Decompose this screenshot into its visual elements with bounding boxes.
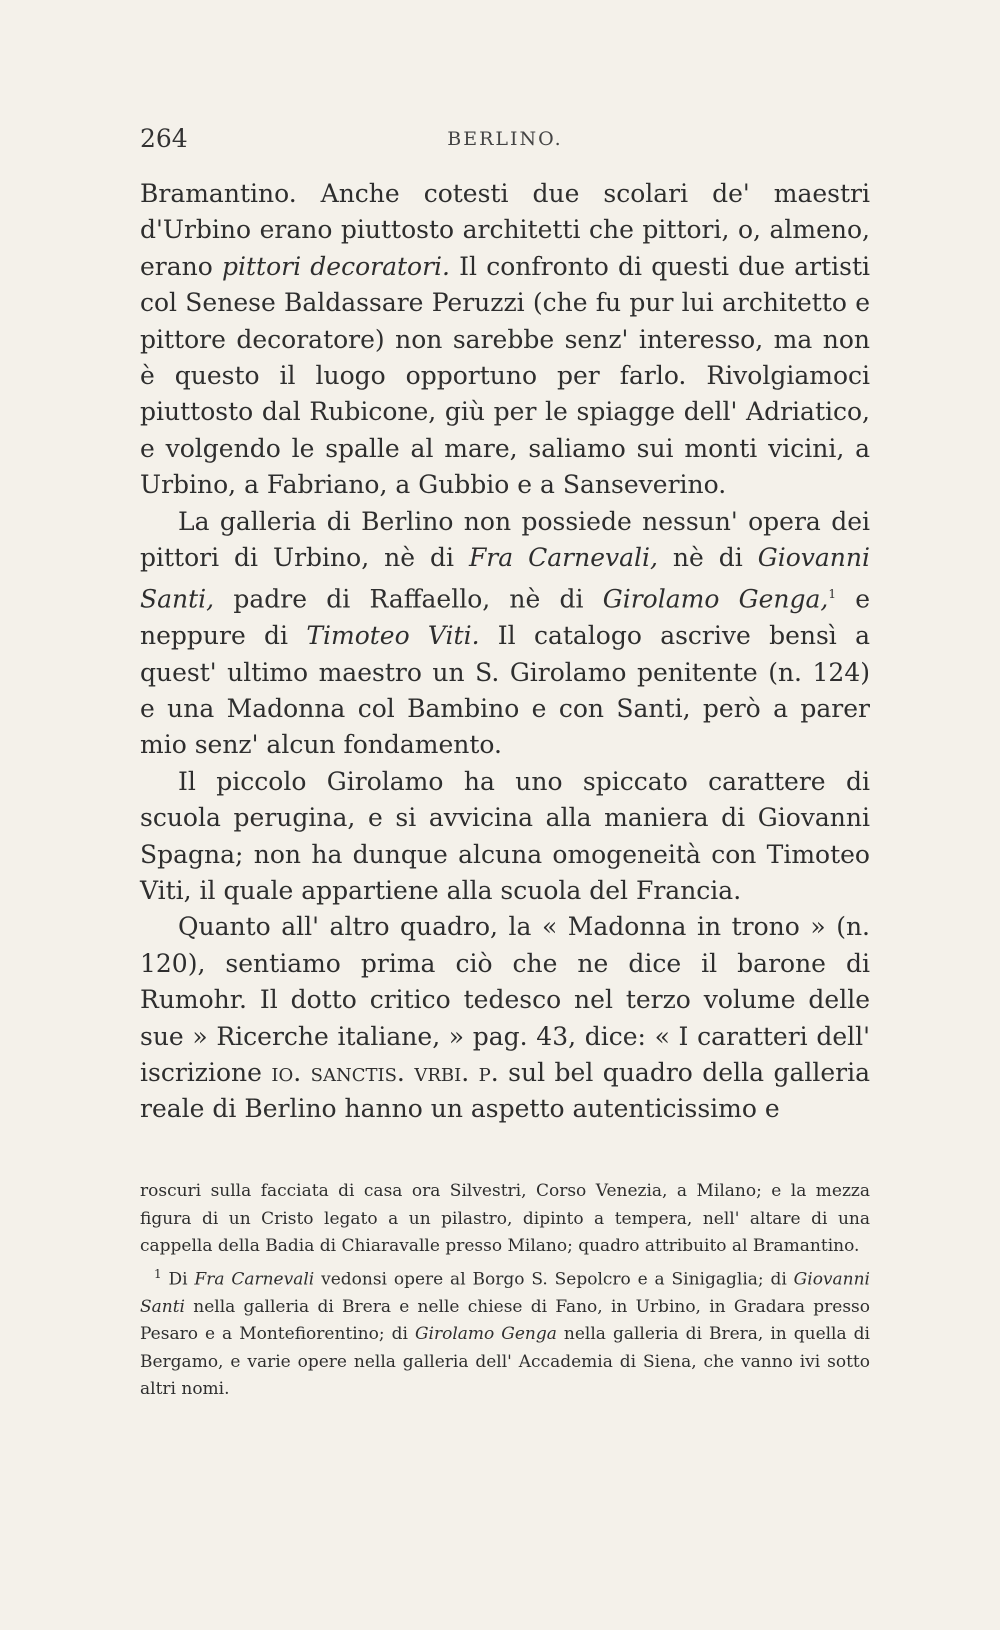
page-number: 264: [140, 124, 188, 153]
main-text: [140, 176, 870, 1128]
footnote-ref-1: 1: [828, 587, 836, 602]
footnotes: [140, 1178, 870, 1404]
paragraph-4: Quanto all' altro quadro, la « Madonna in trono » (n. 120), sentiamo prima ciò che ne dice il barone di Rumohr. Il dotto critico tedesco nel terzo volume delle sue » Ricerche italiane, » pag. 43, dice: « I caratteri dell' iscrizione io. sanctis. vrbi. p. sul bel quadro della galleria reale di Berlino hanno un aspetto autenticissimo e: [140, 912, 870, 1124]
page-header: [140, 124, 870, 164]
footnote-continuation: roscuri sulla facciata di casa ora Silvestri, Corso Venezia, a Milano; e la mezza figura di un Cristo legato a un pilastro, dipinto a tempera, nell' altare di una cappella della Badia di Chiaravalle presso Milano; quadro attribuito al Bramantino.: [140, 1181, 870, 1256]
paragraph-2: La galleria di Berlino non possiede nessun' opera dei pittori di Urbino, nè di Fra Carnevali, nè di Giovanni Santi, padre di Raffaello, nè di Girolamo Genga,$^1$ e neppure di Timoteo Viti. Il catalogo ascrive bensì a quest' ultimo maestro un S. Girolamo penitente (n. 124) e una Madonna col Bambino e con Santi, però a parer mio senz' alcun fondamento.: [140, 506, 871, 760]
paragraph-3: Il piccolo Girolamo ha uno spiccato carattere di scuola perugina, e si avvicina alla maniera di Giovanni Spagna; non ha dunque alcuna omogeneità con Timoteo Viti, il quale appartiene alla scuola del Francia.: [140, 766, 870, 906]
running-title: BERLINO.: [447, 128, 563, 150]
footnote-1: $^1$ Di Fra Carnevali vedonsi opere al Borgo S. Sepolcro e a Sinigaglia; di Giovanni Santi nella galleria di Brera e nelle chiese di Fano, in Urbino, in Gradara presso Pesaro e a Montefiorentino; di Girolamo Genga nella galleria di Brera, in quella di Bergamo, e varie opere nella galleria dell' Accademia di Siena, che vanno ivi sotto altri nomi.: [140, 1266, 870, 1400]
paragraph-1: Bramantino. Anche cotesti due scolari de' maestri d'Urbino erano piuttosto architetti che pittori, o, almeno, erano pittori decoratori. Il confronto di questi due artisti col Senese Baldassare Peruzzi (che fu pur lui architetto e pittore decoratore) non sarebbe senz' interesso, ma non è questo il luogo opportuno per farlo. Rivolgiamoci piuttosto dal Rubicone, giù per le spiagge dell' Adriatico, e volgendo le spalle al mare, saliamo sui monti vicini, a Urbino, a Fabriano, a Gubbio e a Sanseverino.: [140, 179, 871, 500]
